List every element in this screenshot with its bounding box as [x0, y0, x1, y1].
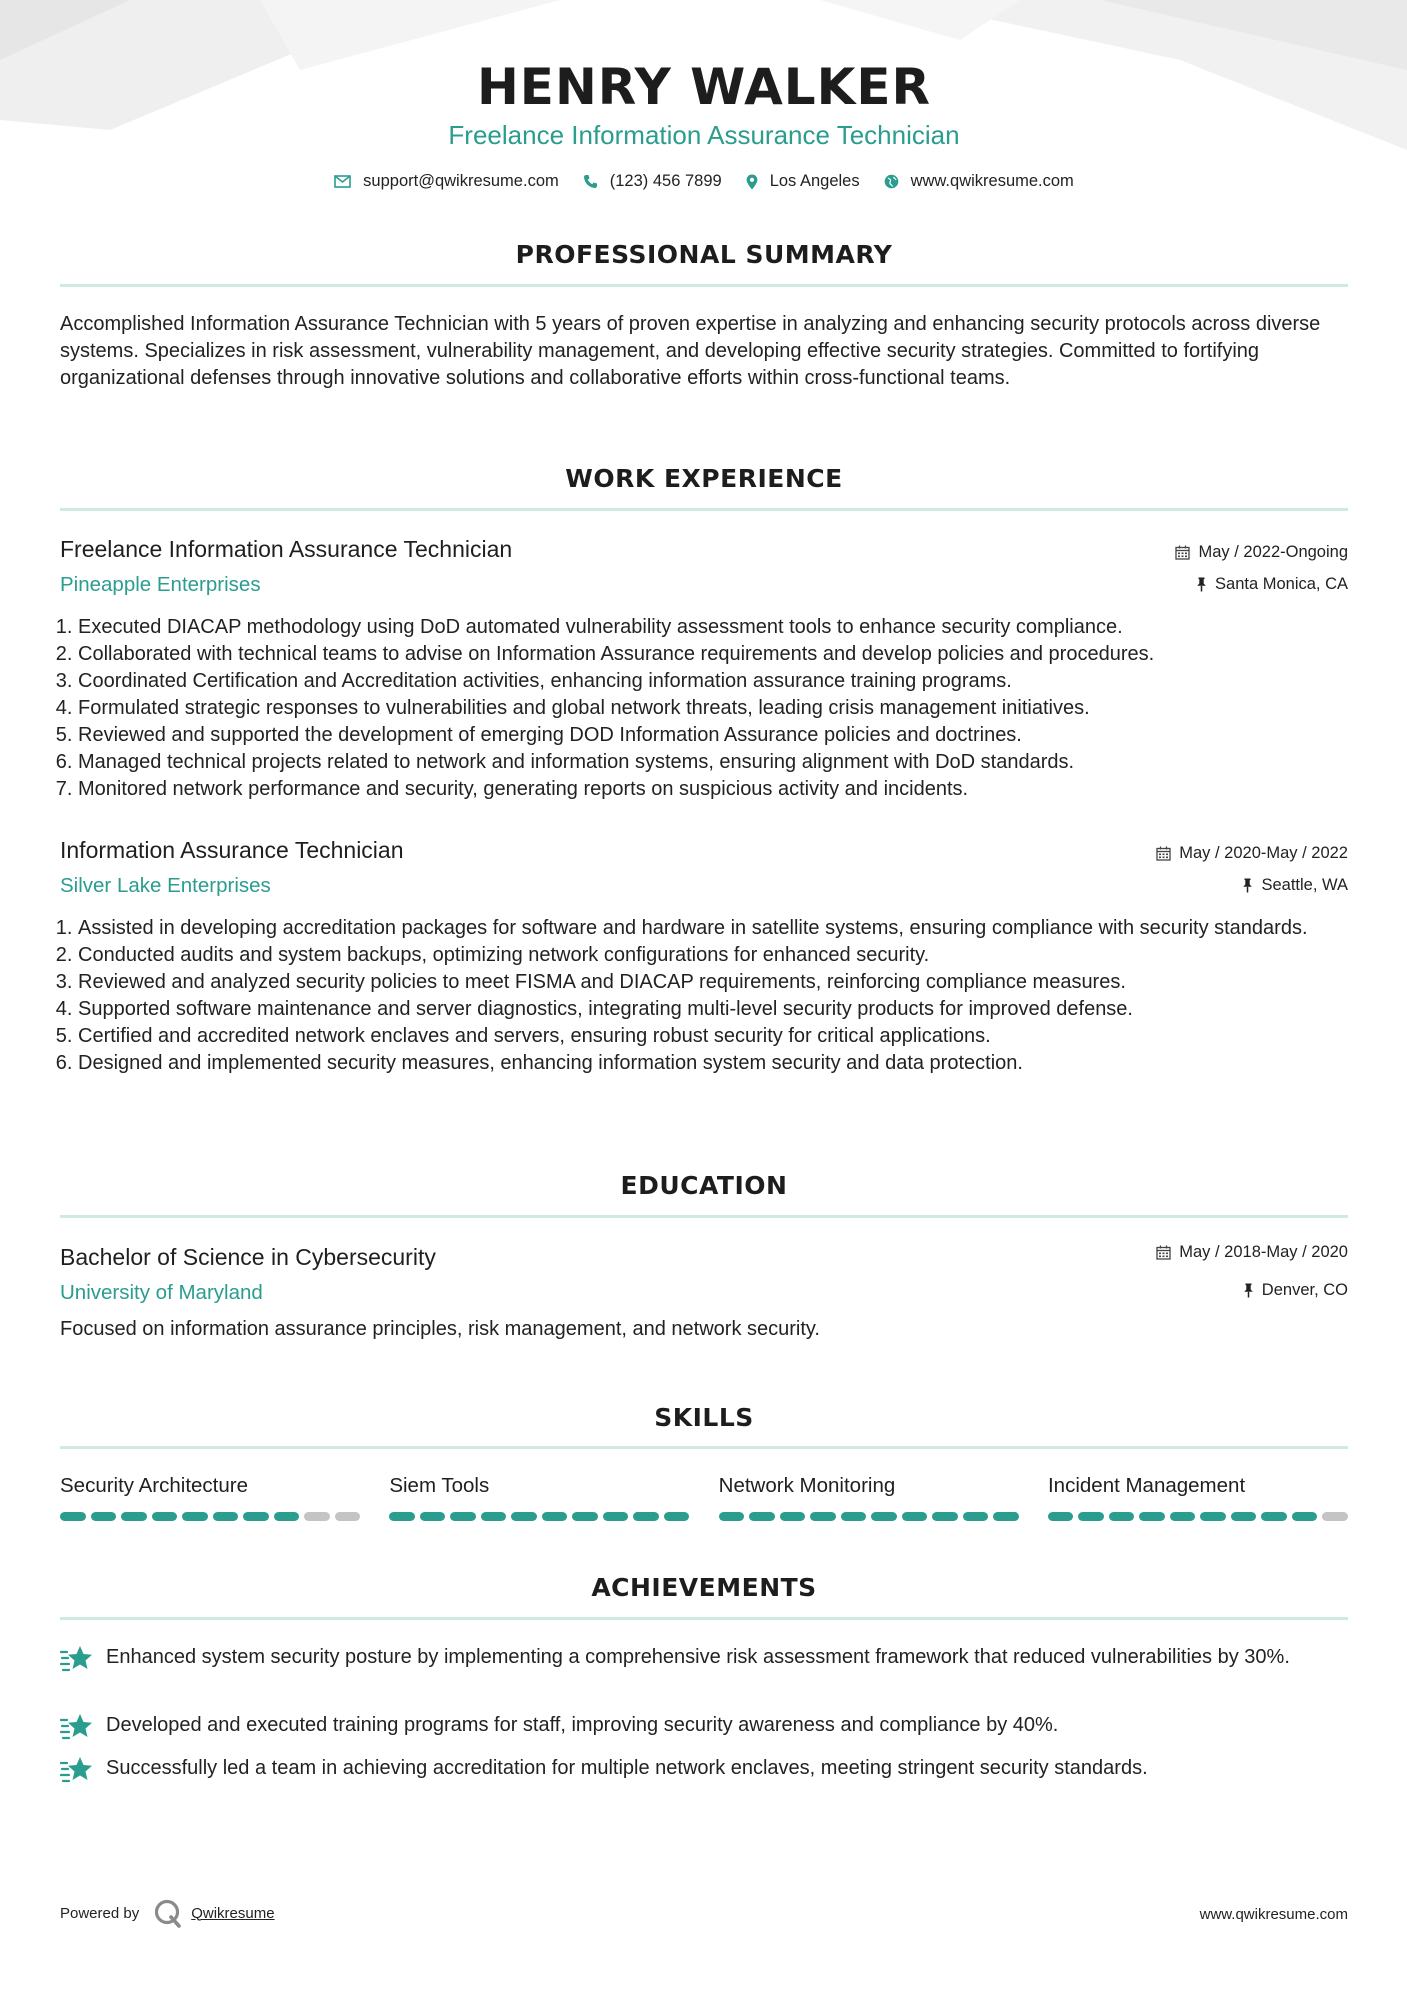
experience-heading: WORK EXPERIENCE [565, 464, 843, 493]
skill-level-segment [481, 1512, 507, 1521]
experience-divider [60, 508, 1348, 511]
skill-name: Siem Tools [389, 1474, 490, 1497]
footer-website[interactable]: www.qwikresume.com [1199, 1906, 1348, 1923]
list-item: 3. Reviewed and analyzed security policies to meet FISMA and DIACAP requirements, reinforcing compliance measures. [78, 969, 1366, 996]
skill-level-segment [1261, 1512, 1287, 1521]
qwikresume-link[interactable]: Qwikresume [191, 1904, 275, 1922]
list-item: 4. Formulated strategic responses to vulnerabilities and global network threats, leading crisis management initiatives. [78, 695, 1366, 722]
education-divider [60, 1215, 1348, 1218]
summary-divider [60, 284, 1348, 287]
skill-level-segment [871, 1512, 897, 1521]
skill-level-segment [810, 1512, 836, 1521]
summary-text: Accomplished Information Assurance Technician with 5 years of proven expertise in analyzing and enhancing security protocols across diverse systems. Specializes in risk assessment, vulnerability management, and developing effective security strategies. Committed to fortifying organizational defenses through innovative solutions and collaborative efforts within cross-functional teams. [60, 313, 1321, 389]
skill-level-segment [1170, 1512, 1196, 1521]
skill-level-segment [993, 1512, 1019, 1521]
job-location-text: Seattle, WA [1261, 876, 1348, 894]
contact-bar [60, 172, 1348, 191]
skill-level-segment [182, 1512, 208, 1521]
job-dates-text: May / 2020-May / 2022 [1179, 844, 1348, 862]
job-dates [1156, 844, 1348, 863]
skill-level-bar [1048, 1512, 1348, 1521]
pin-icon [1243, 1283, 1254, 1298]
skill-name: Security Architecture [60, 1474, 248, 1497]
list-item: 5. Certified and accredited network enclaves and servers, ensuring robust security for critical applications. [78, 1023, 1366, 1050]
skill-level-segment [902, 1512, 928, 1521]
achievement-item [60, 1644, 1348, 1674]
achievements-divider [60, 1617, 1348, 1620]
star-icon [60, 1712, 94, 1742]
skill-item [60, 1474, 360, 1521]
skill-level-segment [243, 1512, 269, 1521]
contact-phone[interactable] [583, 172, 722, 191]
calendar-icon [1156, 1245, 1171, 1260]
contact-email-text: support@qwikresume.com [363, 172, 559, 190]
skill-level-segment [664, 1512, 690, 1521]
job-title: Information Assurance Technician [60, 837, 404, 863]
skill-level-segment [1139, 1512, 1165, 1521]
skill-level-segment [335, 1512, 361, 1521]
list-item: 1. Assisted in developing accreditation packages for software and hardware in satellite systems, ensuring compliance with security standards. [78, 915, 1366, 942]
calendar-icon [1156, 846, 1171, 861]
skill-level-segment [1048, 1512, 1074, 1521]
skill-level-segment [60, 1512, 86, 1521]
globe-icon [884, 174, 899, 189]
footer-powered-by [60, 1898, 275, 1928]
skill-level-segment [572, 1512, 598, 1521]
achievement-item [60, 1755, 1348, 1785]
education-location [1243, 1281, 1348, 1300]
skill-level-bar [719, 1512, 1019, 1521]
contact-location [746, 172, 860, 191]
education-dates-text: May / 2018-May / 2020 [1179, 1243, 1348, 1261]
skill-level-segment [932, 1512, 958, 1521]
achievement-text: Enhanced system security posture by implementing a comprehensive risk assessment framework that reduced vulnerabilities by 30%. [106, 1646, 1290, 1668]
skill-level-segment [304, 1512, 330, 1521]
list-item: 1. Executed DIACAP methodology using DoD automated vulnerability assessment tools to enhance security compliance. [78, 614, 1366, 641]
job-dates-text: May / 2022-Ongoing [1198, 543, 1348, 561]
company-name: Silver Lake Enterprises [60, 874, 271, 897]
education-description: Focused on information assurance principles, risk management, and network security. [60, 1318, 820, 1340]
skill-level-segment [780, 1512, 806, 1521]
list-item: 6. Designed and implemented security measures, enhancing information system security and data protection. [78, 1050, 1366, 1077]
skill-level-bar [60, 1512, 360, 1521]
skill-level-segment [511, 1512, 537, 1521]
skill-item [1048, 1474, 1348, 1521]
education-heading: EDUCATION [620, 1171, 788, 1200]
star-icon [60, 1755, 94, 1785]
list-item: 7. Monitored network performance and security, generating reports on suspicious activity and incidents. [78, 776, 1366, 803]
contact-website[interactable] [884, 172, 1074, 191]
skill-level-segment [1231, 1512, 1257, 1521]
education-dates [1156, 1243, 1348, 1262]
company-name: Pineapple Enterprises [60, 573, 261, 596]
skill-name: Network Monitoring [718, 1474, 896, 1497]
job-location [1196, 575, 1348, 594]
skill-level-segment [121, 1512, 147, 1521]
skill-level-segment [1109, 1512, 1135, 1521]
contact-email[interactable] [334, 172, 559, 191]
achievement-item [60, 1712, 1348, 1742]
skill-level-segment [633, 1512, 659, 1521]
achievement-text: Successfully led a team in achieving accreditation for multiple network enclaves, meeting stringent security standards. [106, 1757, 1148, 1779]
skill-item [719, 1474, 1019, 1521]
envelope-icon [334, 175, 351, 188]
job-responsibilities [60, 915, 1366, 1077]
list-item: 5. Reviewed and supported the development of emerging DOD Information Assurance policies and doctrines. [78, 722, 1366, 749]
skill-name: Incident Management [1047, 1474, 1246, 1497]
calendar-icon [1175, 545, 1190, 560]
skill-level-segment [749, 1512, 775, 1521]
contact-phone-text: (123) 456 7899 [609, 172, 722, 190]
skill-level-segment [389, 1512, 415, 1521]
map-marker-icon [746, 174, 758, 190]
summary-heading: PROFESSIONAL SUMMARY [515, 240, 893, 269]
skill-level-segment [542, 1512, 568, 1521]
skill-level-segment [841, 1512, 867, 1521]
contact-website-text: www.qwikresume.com [910, 172, 1074, 190]
achievements-heading: ACHIEVEMENTS [591, 1573, 817, 1602]
job-dates [1175, 543, 1348, 562]
skills-divider [60, 1446, 1348, 1449]
skill-level-segment [152, 1512, 178, 1521]
phone-icon [583, 174, 598, 189]
skill-item [389, 1474, 689, 1521]
contact-location-text: Los Angeles [769, 172, 860, 190]
job-location [1242, 876, 1348, 895]
star-icon [60, 1644, 94, 1674]
skills-list [60, 1474, 1348, 1521]
degree-title: Bachelor of Science in Cybersecurity [60, 1244, 436, 1270]
skill-level-segment [91, 1512, 117, 1521]
skill-level-segment [1078, 1512, 1104, 1521]
job-responsibilities [60, 614, 1366, 803]
job-title: Freelance Information Assurance Technician [60, 536, 513, 562]
candidate-name: HENRY WALKER [476, 58, 932, 116]
skill-level-segment [450, 1512, 476, 1521]
skill-level-segment [719, 1512, 745, 1521]
skill-level-segment [1292, 1512, 1318, 1521]
job-location-text: Santa Monica, CA [1215, 575, 1348, 593]
powered-by-label: Powered by [60, 1904, 140, 1922]
pin-icon [1196, 577, 1207, 592]
list-item: 2. Collaborated with technical teams to advise on Information Assurance requirements and develop policies and procedures. [78, 641, 1366, 668]
education-location-text: Denver, CO [1261, 1281, 1348, 1299]
candidate-title: Freelance Information Assurance Technician [448, 120, 960, 150]
qwikresume-logo-icon [153, 1898, 183, 1928]
list-item: 3. Coordinated Certification and Accreditation activities, enhancing information assurance training programs. [78, 668, 1366, 695]
skills-heading: SKILLS [654, 1403, 754, 1432]
skill-level-segment [213, 1512, 239, 1521]
skill-level-segment [603, 1512, 629, 1521]
achievement-text: Developed and executed training programs for staff, improving security awareness and compliance by 40%. [106, 1714, 1059, 1736]
skill-level-segment [1322, 1512, 1348, 1521]
list-item: 4. Supported software maintenance and server diagnostics, integrating multi-level security products for improved defense. [78, 996, 1366, 1023]
list-item: 6. Managed technical projects related to network and information systems, ensuring alignment with DoD standards. [78, 749, 1366, 776]
skill-level-segment [1200, 1512, 1226, 1521]
skill-level-segment [274, 1512, 300, 1521]
skill-level-segment [420, 1512, 446, 1521]
skill-level-segment [963, 1512, 989, 1521]
list-item: 2. Conducted audits and system backups, optimizing network configurations for enhanced security. [78, 942, 1366, 969]
pin-icon [1242, 878, 1253, 893]
skill-level-bar [389, 1512, 689, 1521]
school-name: University of Maryland [60, 1281, 263, 1304]
